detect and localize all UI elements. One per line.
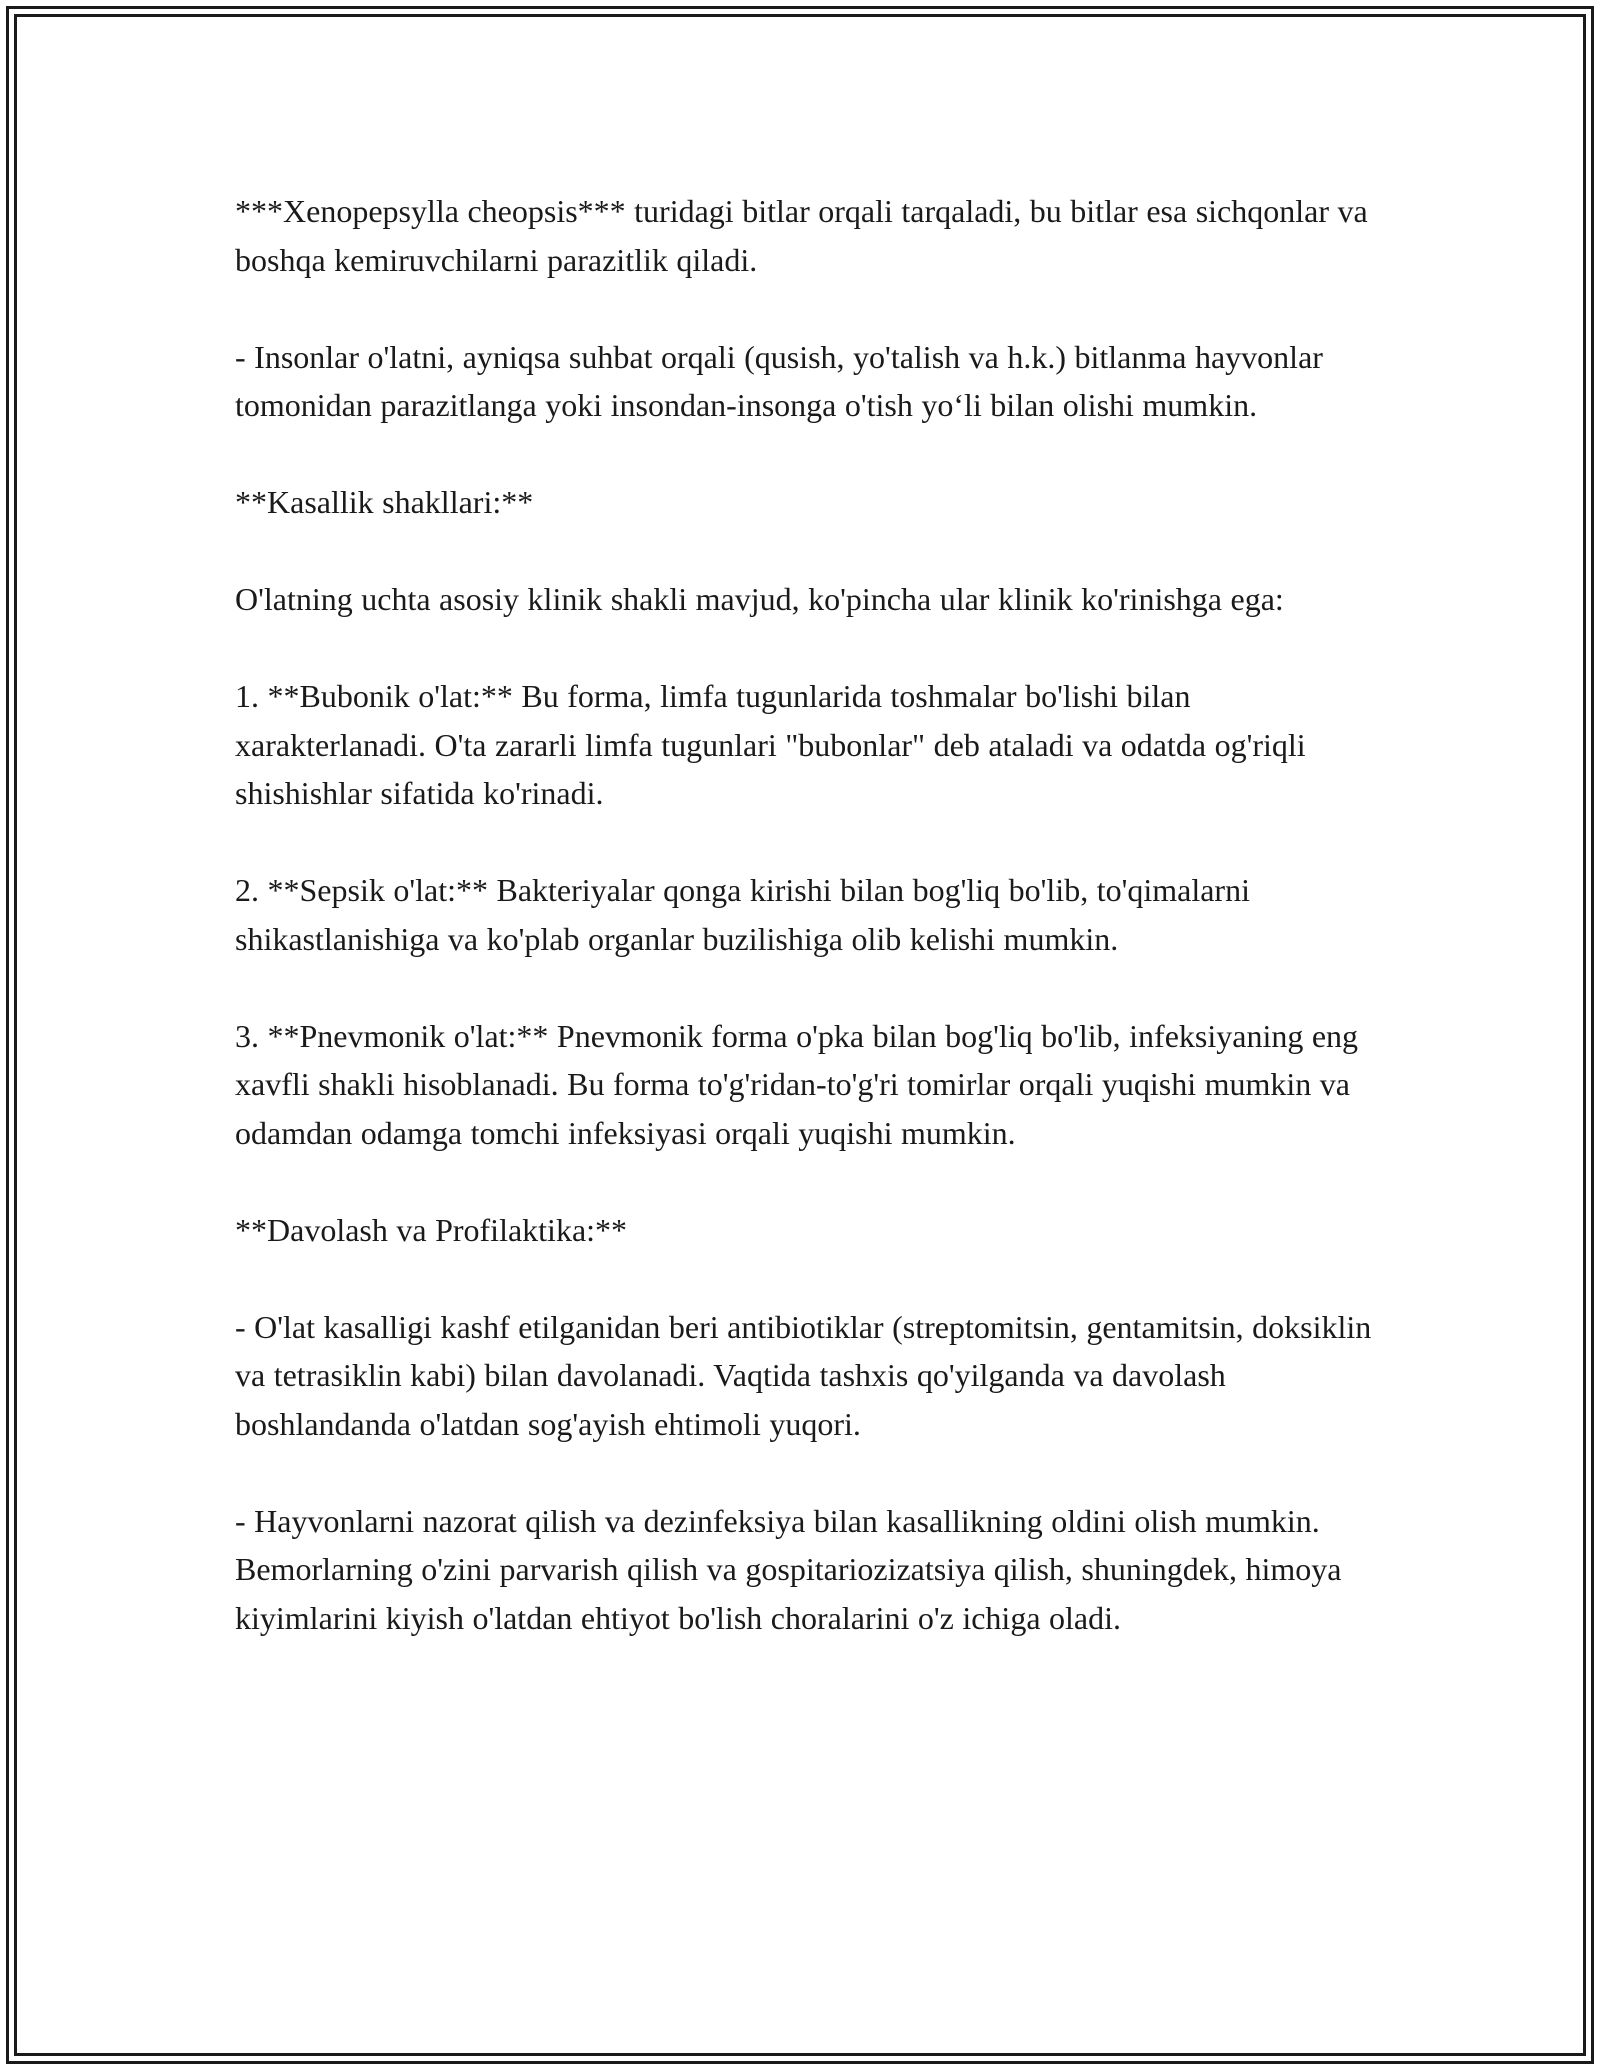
document-body — [235, 187, 1385, 1642]
paragraph-transmission-fleas: ***Xenopepsylla cheopsis*** turidagi bitlar orqali tarqaladi, bu bitlar esa sichqonlar va boshqa kemiruvchilarni parazitlik qiladi. — [235, 193, 1368, 278]
list-item-bubonic: 1. **Bubonik o'lat:** Bu forma, limfa tugunlarida toshmalar bo'lishi bilan xarakterlanadi. O'ta zararli limfa tugunlari "bubonlar" deb ataladi va odatda og'riqli shishishlar sifatida ko'rinadi. — [235, 678, 1306, 811]
list-item-pneumonic: 3. **Pnevmonik o'lat:** Pnevmonik forma o'pka bilan bog'liq bo'lib, infeksiyaning eng xavfli shakli hisoblanadi. Bu forma to'g'ridan-to'g'ri tomirlar orqali yuqishi mumkin va odamdan odamga tomchi infeksiyasi orqali yuqishi mumkin. — [235, 1017, 1359, 1151]
list-item-septic: 2. **Sepsik o'lat:** Bakteriyalar qonga kirishi bilan bog'liq bo'lib, to'qimalarni shikastlanishiga va ko'plab organlar buzilishiga olib kelishi mumkin. — [235, 872, 1250, 957]
heading-treatment-prevention: **Davolash va Profilaktika:** — [235, 1211, 628, 1248]
paragraph-prevention: - Hayvonlarni nazorat qilish va dezinfeksiya bilan kasallikning oldini olish mumkin. Bemorlarning o'zini parvarish qilish va gospitariozizatsiya qilish, shuningdek, himoya kiyimlarini kiyish o'latdan ehtiyot bo'lish choralarini o'z ichiga oladi. — [235, 1502, 1342, 1636]
paragraph-human-infection: - Insonlar o'latni, ayniqsa suhbat orqali (qusish, yo'talish va h.k.) bitlanma hayvonlar tomonidan parazitlanga yoki insondan-insonga o'tish yo‘li bilan olishi mumkin. — [235, 338, 1323, 423]
heading-disease-forms: **Kasallik shakllari:** — [235, 484, 534, 520]
paragraph-clinical-forms-intro: O'latning uchta asosiy klinik shakli mavjud, ko'pincha ular klinik ko'rinishga ega: — [235, 581, 1284, 617]
paragraph-treatment: - O'lat kasalligi kashf etilganidan beri antibiotiklar (streptomitsin, gentamitsin, doksiklin va tetrasiklin kabi) bilan davolanadi. Vaqtida tashxis qo'yilganda va davolash boshlandanda o'latdan sog'ayish ehtimoli yuqori. — [235, 1308, 1372, 1442]
